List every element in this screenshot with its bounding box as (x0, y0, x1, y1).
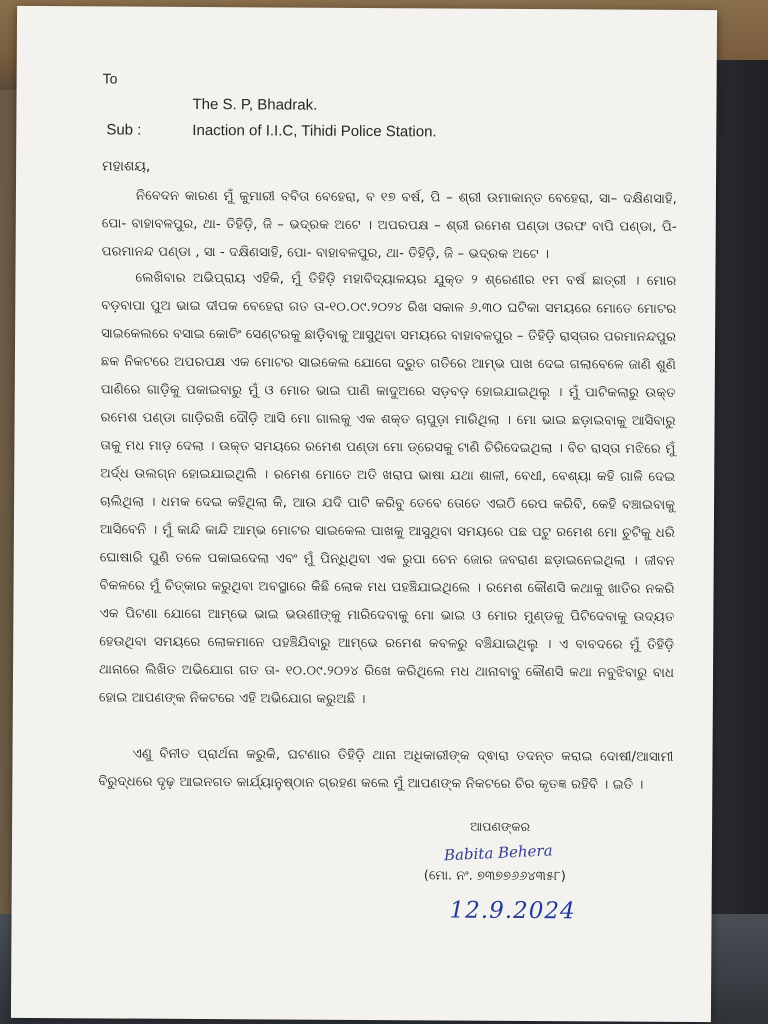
letter-content (98, 64, 683, 925)
handwritten-date: 12.9.2024 (449, 897, 576, 925)
subject-text: Inaction of I.I.C, Tihidi Police Station. (192, 121, 437, 141)
paragraph-request: ଏଣୁ ବିନୀତ ପ୍ରାର୍ଥନା କରୁକି, ଘଟଣାର ତିହିଡ଼ି ଥାନା ଅଧିକାରୀଙ୍କ ଦ୍ଵାରା ତଦନ୍ତ କରାଇ ଦୋଷୀ/ଆସାମୀ ବିରୁଦ୍ଧରେ ଦୃଢ଼ ଆଇନଗତ କାର୍ଯ୍ୟାନୁଷ୍ଠାନ ଗ୍ରହଣ କଲେ ମୁଁ ଆପଣଙ୍କ ନିକଟରେ ଚିର କୃତଜ୍ଞ ରହିବି । ଇତି । (98, 746, 674, 793)
paragraph-complaint: ଲେଖିବାର ଅଭିପ୍ରାୟ ଏହିକି, ମୁଁ ତିହିଡ଼ି ମହାବିଦ୍ୟାଳୟର ଯୁକ୍ତ ୨ ଶ୍ରେଣୀର ୧ମ ବର୍ଷ ଛାତ୍ରୀ । ମୋର ବଡ଼ବାପା ପୁଅ ଭାଇ ଦୀପକ ବେହେରା ଗତ ତା-୧୦.୦୯.୨୦୨୪ ରିଖ ସକାଳ ୬.୩୦ ଘଟିକା ସମୟରେ ମୋତେ ମୋଟର ସାଇକେଲରେ ବସାଇ କୋଚିଂ ସେଣ୍ଟରକୁ ଛାଡ଼ିବାକୁ ଆସୁଥିବା ସମୟରେ ବାହାବଳପୁର – ତିହିଡ଼ି ରାସ୍ତାର ପରମାନନ୍ଦପୁର ଛକ ନିକଟରେ ଅପରପକ୍ଷ ଏକ ମୋଟର ସାଇକେଲ ଯୋଗେ ଦ୍ରୁତ ଗତିରେ ଆମ୍ଭ ପାଖ ଦେଇ ଗଲାବେଳେ ଜାଣି ଶୁଣି ପାଣିରେ ଗାଡ଼ିକୁ ପକାଇବାରୁ ମୁଁ ଓ ମୋର ଭାଇ ପାଣି କାଦୁଅରେ ସଡ଼ବଡ଼ ହୋଇଯାଇଥିଲୁ । ମୁଁ ପାଟିକଲାରୁ ଉକ୍ତ ରମେଶ ପଣ୍ଡା ଗାଡ଼ିରଖି ଦୌଡ଼ି ଆସି ମୋ ଗାଲକୁ ଏକ ଶକ୍ତ ଚାପୁଡ଼ା ମାରିଥିଲା । ମୋ ଭାଇ ଛଡ଼ାଇବାକୁ ଆସିବାରୁ ତାକୁ ମଧ ମାଡ଼ ଦେଲା । ଉକ୍ତ ସମୟରେ ରମେଶ ପଣ୍ଡା ମୋ ଡ୍ରେସକୁ ଟାଣି ଚିରିଦେଇଥିଲା । ବିଚ ରାସ୍ତା ମଝିରେ ମୁଁ ଅର୍ଦ୍ଧ ଉଲଗ୍ନ ହୋଇଯାଇଥିଲି । ରମେଶ ମୋତେ ଅତି ଖରାପ ଭାଷା ଯଥା ଶାଳୀ, ବେଧୀ, ବେଶ୍ୟା କହି ଗାଳି ଦେଇ ଚାଲିଥିଲା । ଧମକ ଦେଇ କହିଥିଲା କି, ଆଉ ଯଦି ପାଟି କରିବୁ ତେବେ ତୋତେ ଏଇଠି ରେପ କରିବି, କେହି ବଞ୍ଚାଇବାକୁ ଆସିବେନି । ମୁଁ କାନ୍ଦି କାନ୍ଦି ଆମ୍ଭ ମୋଟର ସାଇକେଲ ପାଖକୁ ଆସୁଥିବା ସମୟରେ ପଛ ପଟୁ ରମେଶ ମୋ ଚୁଟିକୁ ଧରି ଘୋଷାରି ପୁଣି ତଳେ ପକାଇଦେଲା ଏବଂ ମୁଁ ପିନ୍ଧିଥିବା ଏକ ରୁପା ଚେନ ଜୋର ଜବରାଣ ଛଡ଼ାଇନେଇଥିଲା । ଜୀବନ ବିକଳରେ ମୁଁ ଚିତ୍କାର କରୁଥିବା ଅବସ୍ଥାରେ କିଛି ଲୋକ ମଧ ପହଞ୍ଚିଯାଇଥିଲେ । ରମେଶ କୌଣସି କଥାକୁ ଖାତିର ନକରି ଏକ ପିଟଣା ଯୋଗେ ଆମ୍ଭେ ଭାଇ ଭଉଣୀଙ୍କୁ ମାରିଦେବାକୁ ମୋ ଭାଇ ଓ ମୋର ମୁଣ୍ଡକୁ ପିଟିଦେବାକୁ ଉଦ୍ୟତ ହେଉଥିବା ସମୟରେ ଲୋକମାନେ ପହଞ୍ଚିଯିବାରୁ ଆମ୍ଭେ ରମେଶ କବଳରୁ ବଞ୍ଚିଯାଇଥିଲୁ । ଏ ବାବଦରେ ମୁଁ ତିହିଡ଼ି ଥାନାରେ ଲିଖିତ ଅଭିଯୋଗ ଗତ ତା- ୧୦.୦୯.୨୦୨୪ ରିଖେ କରିଥିଲେ ମଧ ଥାନାବାବୁ କୌଣସି କଥା ନବୁଝିବାରୁ ବାଧ ହୋଇ ଆପଣଙ୍କ ନିକଟରେ ଏହି ଅଭିଯୋଗ କରୁଅଛି । (98, 270, 677, 708)
subject-label: Sub : (106, 121, 142, 139)
closing: ଆପଣଙ୍କର (470, 818, 531, 835)
addressee: The S. P, Bhadrak. (192, 95, 318, 114)
mobile-number: (ମୋ. ନଂ. ୭୩୭୭୬୬୪୩୫୮) (423, 868, 566, 885)
paragraph-intro: ନିବେଦନ କାରଣ ମୁଁ କୁମାରୀ ବବିତା ବେହେରା, ବ ୧୭ ବର୍ଷ, ପି – ଶ୍ରୀ ଉମାକାନ୍ତ ବେହେରା, ସା– ଦକ୍ଷିଣସାହି, ପୋ- ବାହାବଳପୁର, ଥା- ତିହିଡ଼ି, ଜି – ଭଦ୍ରକ ଅଟେ । ଅପରପକ୍ଷ – ଶ୍ରୀ ରମେଶ ପଣ୍ଡା ଓରଫ ବାପି ପଣ୍ଡା, ପି- ପରମାନନ୍ଦ ପଣ୍ଡା , ସା - ଦକ୍ଷିଣସାହି, ପୋ- ବାହାବଳପୁର, ଥା- ତିହିଡ଼ି, ଜି – ଭଦ୍ରକ ଅଟେ । (101, 188, 677, 263)
salutation: ମହାଶୟ, (102, 158, 151, 175)
letter-paper (11, 6, 717, 1022)
signature: Babita Behera (443, 841, 553, 865)
to-label: To (102, 70, 118, 87)
